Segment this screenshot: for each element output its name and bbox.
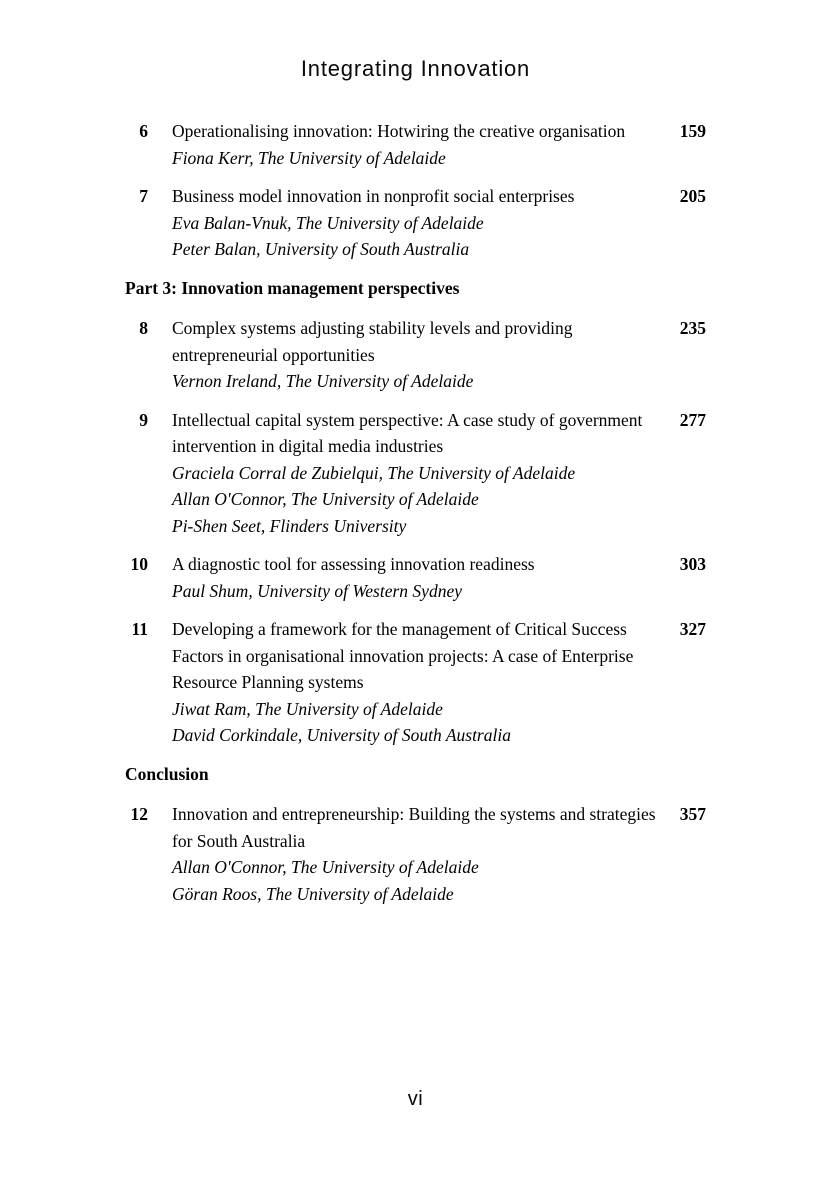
author-line: Vernon Ireland, The University of Adelaide [172, 371, 474, 391]
toc-entry [125, 315, 706, 395]
chapter-body [172, 118, 668, 171]
chapter-title: A diagnostic tool for assessing innovation readiness [172, 554, 535, 574]
chapter-body [172, 315, 668, 395]
chapter-number: 10 [130, 554, 148, 574]
toc-entry [125, 407, 706, 540]
toc-entry [125, 801, 706, 907]
chapter-number: 8 [139, 318, 148, 338]
chapter-title: Intellectual capital system perspective: A case study of government intervention in digital media industries [172, 409, 643, 456]
chapter-body [172, 616, 668, 749]
author-line: Göran Roos, The University of Adelaide [172, 883, 454, 904]
chapter-body [172, 551, 668, 604]
chapter-title: Complex systems adjusting stability levels and providing entrepreneurial opportunities [172, 318, 573, 365]
toc-entry [125, 183, 706, 263]
book-title: Integrating Innovation [300, 56, 531, 81]
author-line: Paul Shum, University of Western Sydney [172, 580, 462, 601]
footer-page-number: vi [407, 1088, 424, 1110]
chapter-page-number: 303 [679, 554, 706, 574]
author-line: Pi-Shen Seet, Flinders University [172, 515, 407, 536]
chapter-page-number: 205 [679, 186, 706, 206]
chapter-body [172, 801, 668, 907]
chapter-page-number: 327 [679, 619, 706, 639]
chapter-title: Operationalising innovation: Hotwiring the creative organisation [172, 121, 626, 141]
chapter-title: Innovation and entrepreneurship: Building the systems and strategies for South Australia [172, 804, 656, 851]
chapter-number: 11 [131, 619, 148, 639]
chapter-page-number: 357 [679, 804, 706, 824]
chapter-page-number: 235 [679, 318, 706, 338]
author-line: Peter Balan, University of South Australia [172, 239, 470, 259]
chapter-number: 6 [139, 121, 148, 141]
chapter-number: 7 [139, 186, 148, 206]
author-line: Fiona Kerr, The University of Adelaide [172, 147, 446, 168]
author-line: Jiwat Ram, The University of Adelaide [172, 698, 443, 719]
chapter-page-number: 277 [679, 409, 706, 430]
chapter-number: 12 [130, 804, 148, 824]
chapter-title: Developing a framework for the management of Critical Success Factors in organisational innovation projects: A case of Enterprise Resource Planning systems [172, 619, 634, 692]
chapter-body [172, 183, 668, 263]
author-line: Allan O'Connor, The University of Adelaide [172, 489, 479, 509]
author-line: Graciela Corral de Zubielqui, The University of Adelaide [172, 462, 576, 483]
toc-entry [125, 118, 706, 171]
chapter-title: Business model innovation in nonprofit social enterprises [172, 186, 575, 206]
author-line: Allan O'Connor, The University of Adelaide [172, 857, 479, 877]
part-heading: Part 3: Innovation management perspectives [125, 277, 460, 298]
author-line: Eva Balan-Vnuk, The University of Adelaide [172, 212, 484, 233]
chapter-number: 9 [139, 409, 148, 430]
chapter-page-number: 159 [679, 121, 706, 141]
toc-entry [125, 551, 706, 604]
chapter-body [172, 407, 668, 540]
part-heading: Conclusion [125, 763, 209, 784]
toc-entry [125, 616, 706, 749]
toc-list [125, 118, 706, 919]
author-line: David Corkindale, University of South Australia [172, 725, 511, 745]
